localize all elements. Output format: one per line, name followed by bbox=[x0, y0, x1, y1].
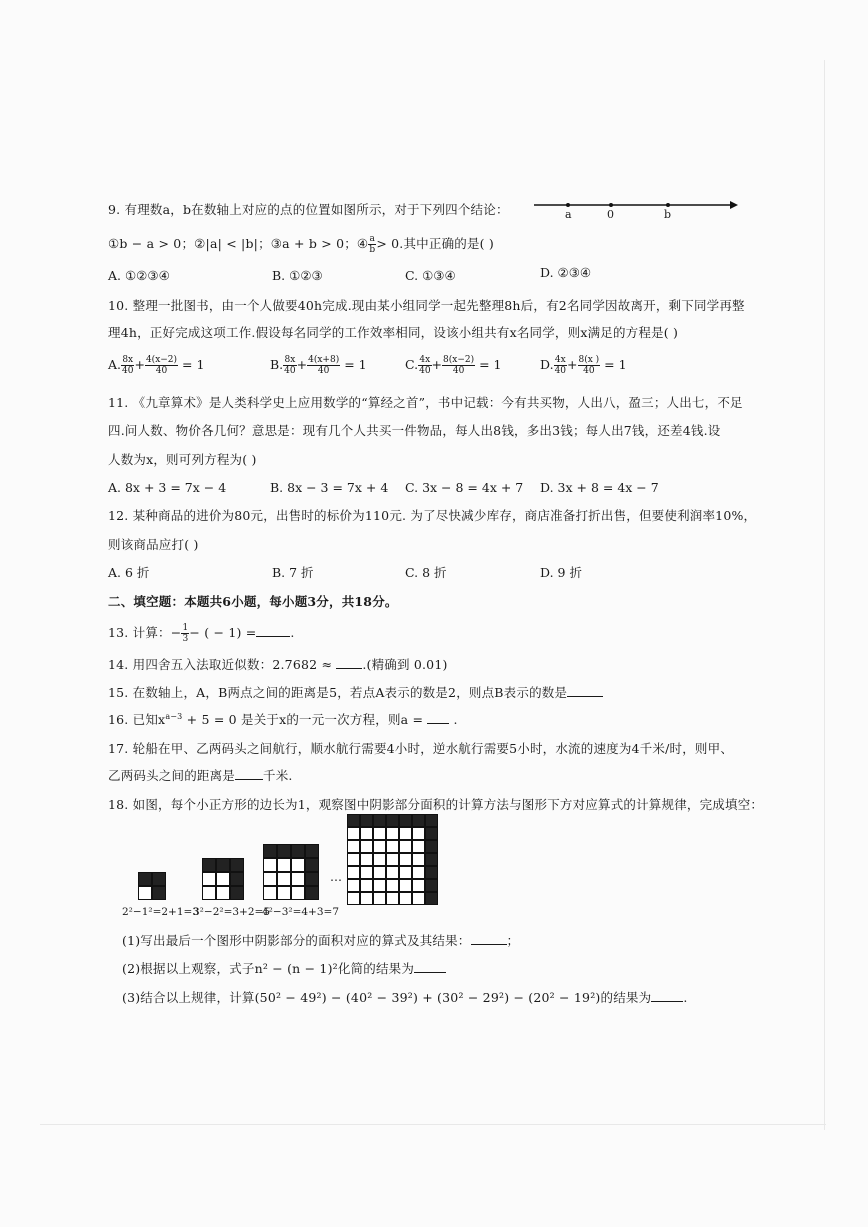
q10-option-c: C. $\frac{4x}{40}$ + $\frac{8(x-2)}{40}$ = 1 bbox=[405, 355, 502, 376]
axis-label-a: a bbox=[565, 208, 572, 221]
q11-line1: 11. 《九章算术》是人类科学史上应用数学的“算经之首”，书中记载：今有共买物，人出八，盈三；人出七，不足 bbox=[108, 395, 743, 410]
grid-cell bbox=[360, 840, 373, 853]
grid-cell bbox=[386, 840, 399, 853]
q18-sub2: (2)根据以上观察，式子n² − (n − 1)²化简的结果为 bbox=[122, 961, 446, 977]
q11-option-b: B. 8x − 3 = 7x + 4 bbox=[270, 480, 389, 495]
q18-stem: 18. 如图，每个小正方形的边长为1，观察图中阴影部分面积的计算方法与图形下方对应算式的计算规律，完成填空： bbox=[108, 797, 764, 812]
q11-line2: 四.问人数、物价各几何？意思是：现有几个人共买一件物品，每人出8钱，多出3钱；每人出7钱，还差4钱.设 bbox=[108, 423, 721, 438]
grid-cell bbox=[399, 866, 412, 879]
q12-option-c: C. 8 折 bbox=[405, 565, 447, 580]
q12-option-d: D. 9 折 bbox=[540, 565, 582, 580]
grid-cell bbox=[425, 840, 438, 853]
grid-cell bbox=[291, 886, 305, 900]
grid-cell bbox=[216, 886, 230, 900]
grid-cell bbox=[412, 840, 425, 853]
grid-cell bbox=[399, 814, 412, 827]
q14: 14. 用四舍五入法取近似数：2.7682 ≈ .(精确到 0.01) bbox=[108, 657, 448, 672]
grid-cell bbox=[399, 840, 412, 853]
q13-answer-blank[interactable] bbox=[256, 625, 290, 637]
grid-cell bbox=[425, 827, 438, 840]
fig-label-3: 4²−3²=4+3=7 bbox=[262, 906, 340, 918]
q15: 15. 在数轴上，A，B两点之间的距离是5，若点A表示的数是2，则点B表示的数是 bbox=[108, 685, 603, 701]
grid-cell bbox=[399, 879, 412, 892]
grid-cell bbox=[412, 814, 425, 827]
grid-cell bbox=[360, 892, 373, 905]
fig-label-1: 2²−1²=2+1=3 bbox=[122, 906, 200, 918]
grid-cell bbox=[360, 814, 373, 827]
q10-option-d: D. $\frac{4x}{40}$ + $\frac{8(x )}{40}$ = 1 bbox=[540, 355, 627, 376]
grid-cell bbox=[386, 892, 399, 905]
grid-cell bbox=[360, 827, 373, 840]
grid-cell bbox=[347, 827, 360, 840]
grid-cell bbox=[277, 886, 291, 900]
q10-line1: 10. 整理一批图书，由一个人做要40h完成.现由某小组同学一起先整理8h后，有2名同学因故离开，剩下同学再整 bbox=[108, 298, 745, 313]
grid-cell bbox=[360, 853, 373, 866]
grid-cell bbox=[412, 866, 425, 879]
grid-cell bbox=[399, 853, 412, 866]
grid-cell bbox=[425, 892, 438, 905]
grid-cell bbox=[216, 872, 230, 886]
grid-cell bbox=[399, 827, 412, 840]
q16: 16. 已知$x^{a-3} + 5 = 0$ 是关于x的一元一次方程，则a = . bbox=[108, 711, 458, 727]
grid-cell bbox=[373, 827, 386, 840]
number-line bbox=[530, 196, 740, 222]
q9-conclusions: ①b − a > 0；②|a| < |b|；③a + b > 0；④ $\frac{a}{b}$ > 0.其中正确的是( ) bbox=[108, 234, 495, 255]
q18-sub3: (3)结合以上规律，计算(50² − 49²) − (40² − 39²) + (30² − 29²) − (20² − 19²)的结果为 . bbox=[122, 990, 688, 1005]
q10-option-b: B. $\frac{8x}{40}$ + $\frac{4(x+8)}{40}$ = 1 bbox=[270, 355, 367, 376]
grid-cell bbox=[216, 858, 230, 872]
grid-cell bbox=[202, 886, 216, 900]
grid-cell bbox=[230, 886, 244, 900]
grid-cell bbox=[347, 892, 360, 905]
grid-cell bbox=[425, 866, 438, 879]
grid-cell bbox=[412, 879, 425, 892]
grid-cell bbox=[399, 892, 412, 905]
grid-cell bbox=[360, 879, 373, 892]
grid-cell bbox=[347, 866, 360, 879]
grid-cell bbox=[277, 844, 291, 858]
grid-cell bbox=[202, 858, 216, 872]
axis-label-b: b bbox=[664, 208, 672, 221]
q17-line1: 17. 轮船在甲、乙两码头之间航行，顺水航行需要4小时，逆水航行需要5小时，水流的速度为4千米/时，则甲、 bbox=[108, 741, 734, 756]
grid-cell bbox=[360, 866, 373, 879]
grid-cell bbox=[347, 879, 360, 892]
fig-label-2: 3²−2²=3+2=5 bbox=[193, 906, 271, 918]
q11-option-c: C. 3x − 8 = 4x + 7 bbox=[405, 480, 524, 495]
grid-cell bbox=[425, 814, 438, 827]
grid-cell bbox=[347, 840, 360, 853]
q13: 13. 计算：− $\frac{1}{3}$ − ( − 1) = . bbox=[108, 623, 295, 644]
page-edge-bottom bbox=[40, 1124, 826, 1125]
q9-fraction: $\frac{a}{b}$ bbox=[369, 234, 376, 255]
grid-cell bbox=[305, 844, 319, 858]
grid-cell bbox=[373, 892, 386, 905]
q10-option-a: A. $\frac{8x}{40}$ + $\frac{4(x-2)}{40}$ = 1 bbox=[108, 355, 205, 376]
q10-line2: 理4h，正好完成这项工作.假设每名同学的工作效率相同，设该小组共有x名同学，则x满足的方程是( ) bbox=[108, 325, 679, 340]
q15-answer-blank[interactable] bbox=[567, 685, 603, 697]
q13-fraction: $\frac{1}{3}$ bbox=[182, 623, 189, 644]
grid-cell bbox=[291, 844, 305, 858]
grid-cell bbox=[138, 886, 152, 900]
q18-sub1-answer-blank[interactable] bbox=[471, 933, 507, 945]
q14-answer-blank[interactable] bbox=[336, 657, 362, 669]
grid-cell bbox=[305, 872, 319, 886]
q16-answer-blank[interactable] bbox=[427, 712, 449, 724]
grid-cell bbox=[277, 858, 291, 872]
grid-cell bbox=[386, 853, 399, 866]
grid-cell bbox=[202, 872, 216, 886]
grid-cell bbox=[386, 814, 399, 827]
grid-cell bbox=[263, 872, 277, 886]
grid-cell bbox=[412, 892, 425, 905]
grid-cell bbox=[425, 879, 438, 892]
q9-option-d: D. ②③④ bbox=[540, 265, 592, 280]
grid-cell bbox=[152, 872, 166, 886]
grid-cell bbox=[373, 866, 386, 879]
section-2-heading: 二、填空题：本题共6小题，每小题3分，共18分。 bbox=[108, 594, 398, 609]
q9-option-a: A. ①②③④ bbox=[108, 268, 170, 283]
grid-cell bbox=[152, 886, 166, 900]
grid-cell bbox=[386, 866, 399, 879]
q12-line2: 则该商品应打( ) bbox=[108, 537, 199, 552]
grid-cell bbox=[412, 853, 425, 866]
grid-cell bbox=[263, 844, 277, 858]
q18-sub1: (1)写出最后一个图形中阴影部分的面积对应的算式及其结果： ； bbox=[122, 933, 520, 948]
grid-cell bbox=[291, 872, 305, 886]
grid-cell bbox=[305, 886, 319, 900]
fig-ellipsis: … bbox=[330, 870, 342, 884]
grid-cell bbox=[347, 853, 360, 866]
q12-option-a: A. 6 折 bbox=[108, 565, 150, 580]
axis-label-zero: 0 bbox=[607, 208, 614, 221]
grid-cell bbox=[347, 814, 360, 827]
q18-sub3-answer-blank[interactable] bbox=[651, 990, 683, 1002]
grid-cell bbox=[230, 872, 244, 886]
grid-cell bbox=[291, 858, 305, 872]
grid-cell bbox=[230, 858, 244, 872]
q18-sub2-answer-blank[interactable] bbox=[414, 961, 446, 973]
q11-line3: 人数为x，则可列方程为( ) bbox=[108, 452, 257, 467]
q17-answer-blank[interactable] bbox=[235, 768, 263, 780]
grid-cell bbox=[373, 853, 386, 866]
q17-line2: 乙两码头之间的距离是 千米. bbox=[108, 768, 293, 783]
grid-cell bbox=[263, 858, 277, 872]
grid-cell bbox=[263, 886, 277, 900]
q11-option-a: A. 8x + 3 = 7x − 4 bbox=[108, 480, 227, 495]
q9-option-c: C. ①③④ bbox=[405, 268, 456, 283]
grid-cell bbox=[277, 872, 291, 886]
q11-option-d: D. 3x + 8 = 4x − 7 bbox=[540, 480, 659, 495]
page-edge-right bbox=[824, 60, 825, 1130]
grid-cell bbox=[386, 827, 399, 840]
grid-cell bbox=[386, 879, 399, 892]
q12-option-b: B. 7 折 bbox=[272, 565, 314, 580]
q9-option-b: B. ①②③ bbox=[272, 268, 323, 283]
grid-cell bbox=[373, 879, 386, 892]
grid-cell bbox=[373, 840, 386, 853]
grid-cell bbox=[305, 858, 319, 872]
grid-cell bbox=[425, 853, 438, 866]
grid-cell bbox=[373, 814, 386, 827]
q9-stem: 9. 有理数a，b在数轴上对应的点的位置如图所示，对于下列四个结论： bbox=[108, 202, 509, 217]
q12-line1: 12. 某种商品的进价为80元，出售时的标价为110元. 为了尽快减少库存，商店准备打折出售，但要使利润率10%， bbox=[108, 508, 757, 523]
grid-cell bbox=[138, 872, 152, 886]
grid-cell bbox=[412, 827, 425, 840]
